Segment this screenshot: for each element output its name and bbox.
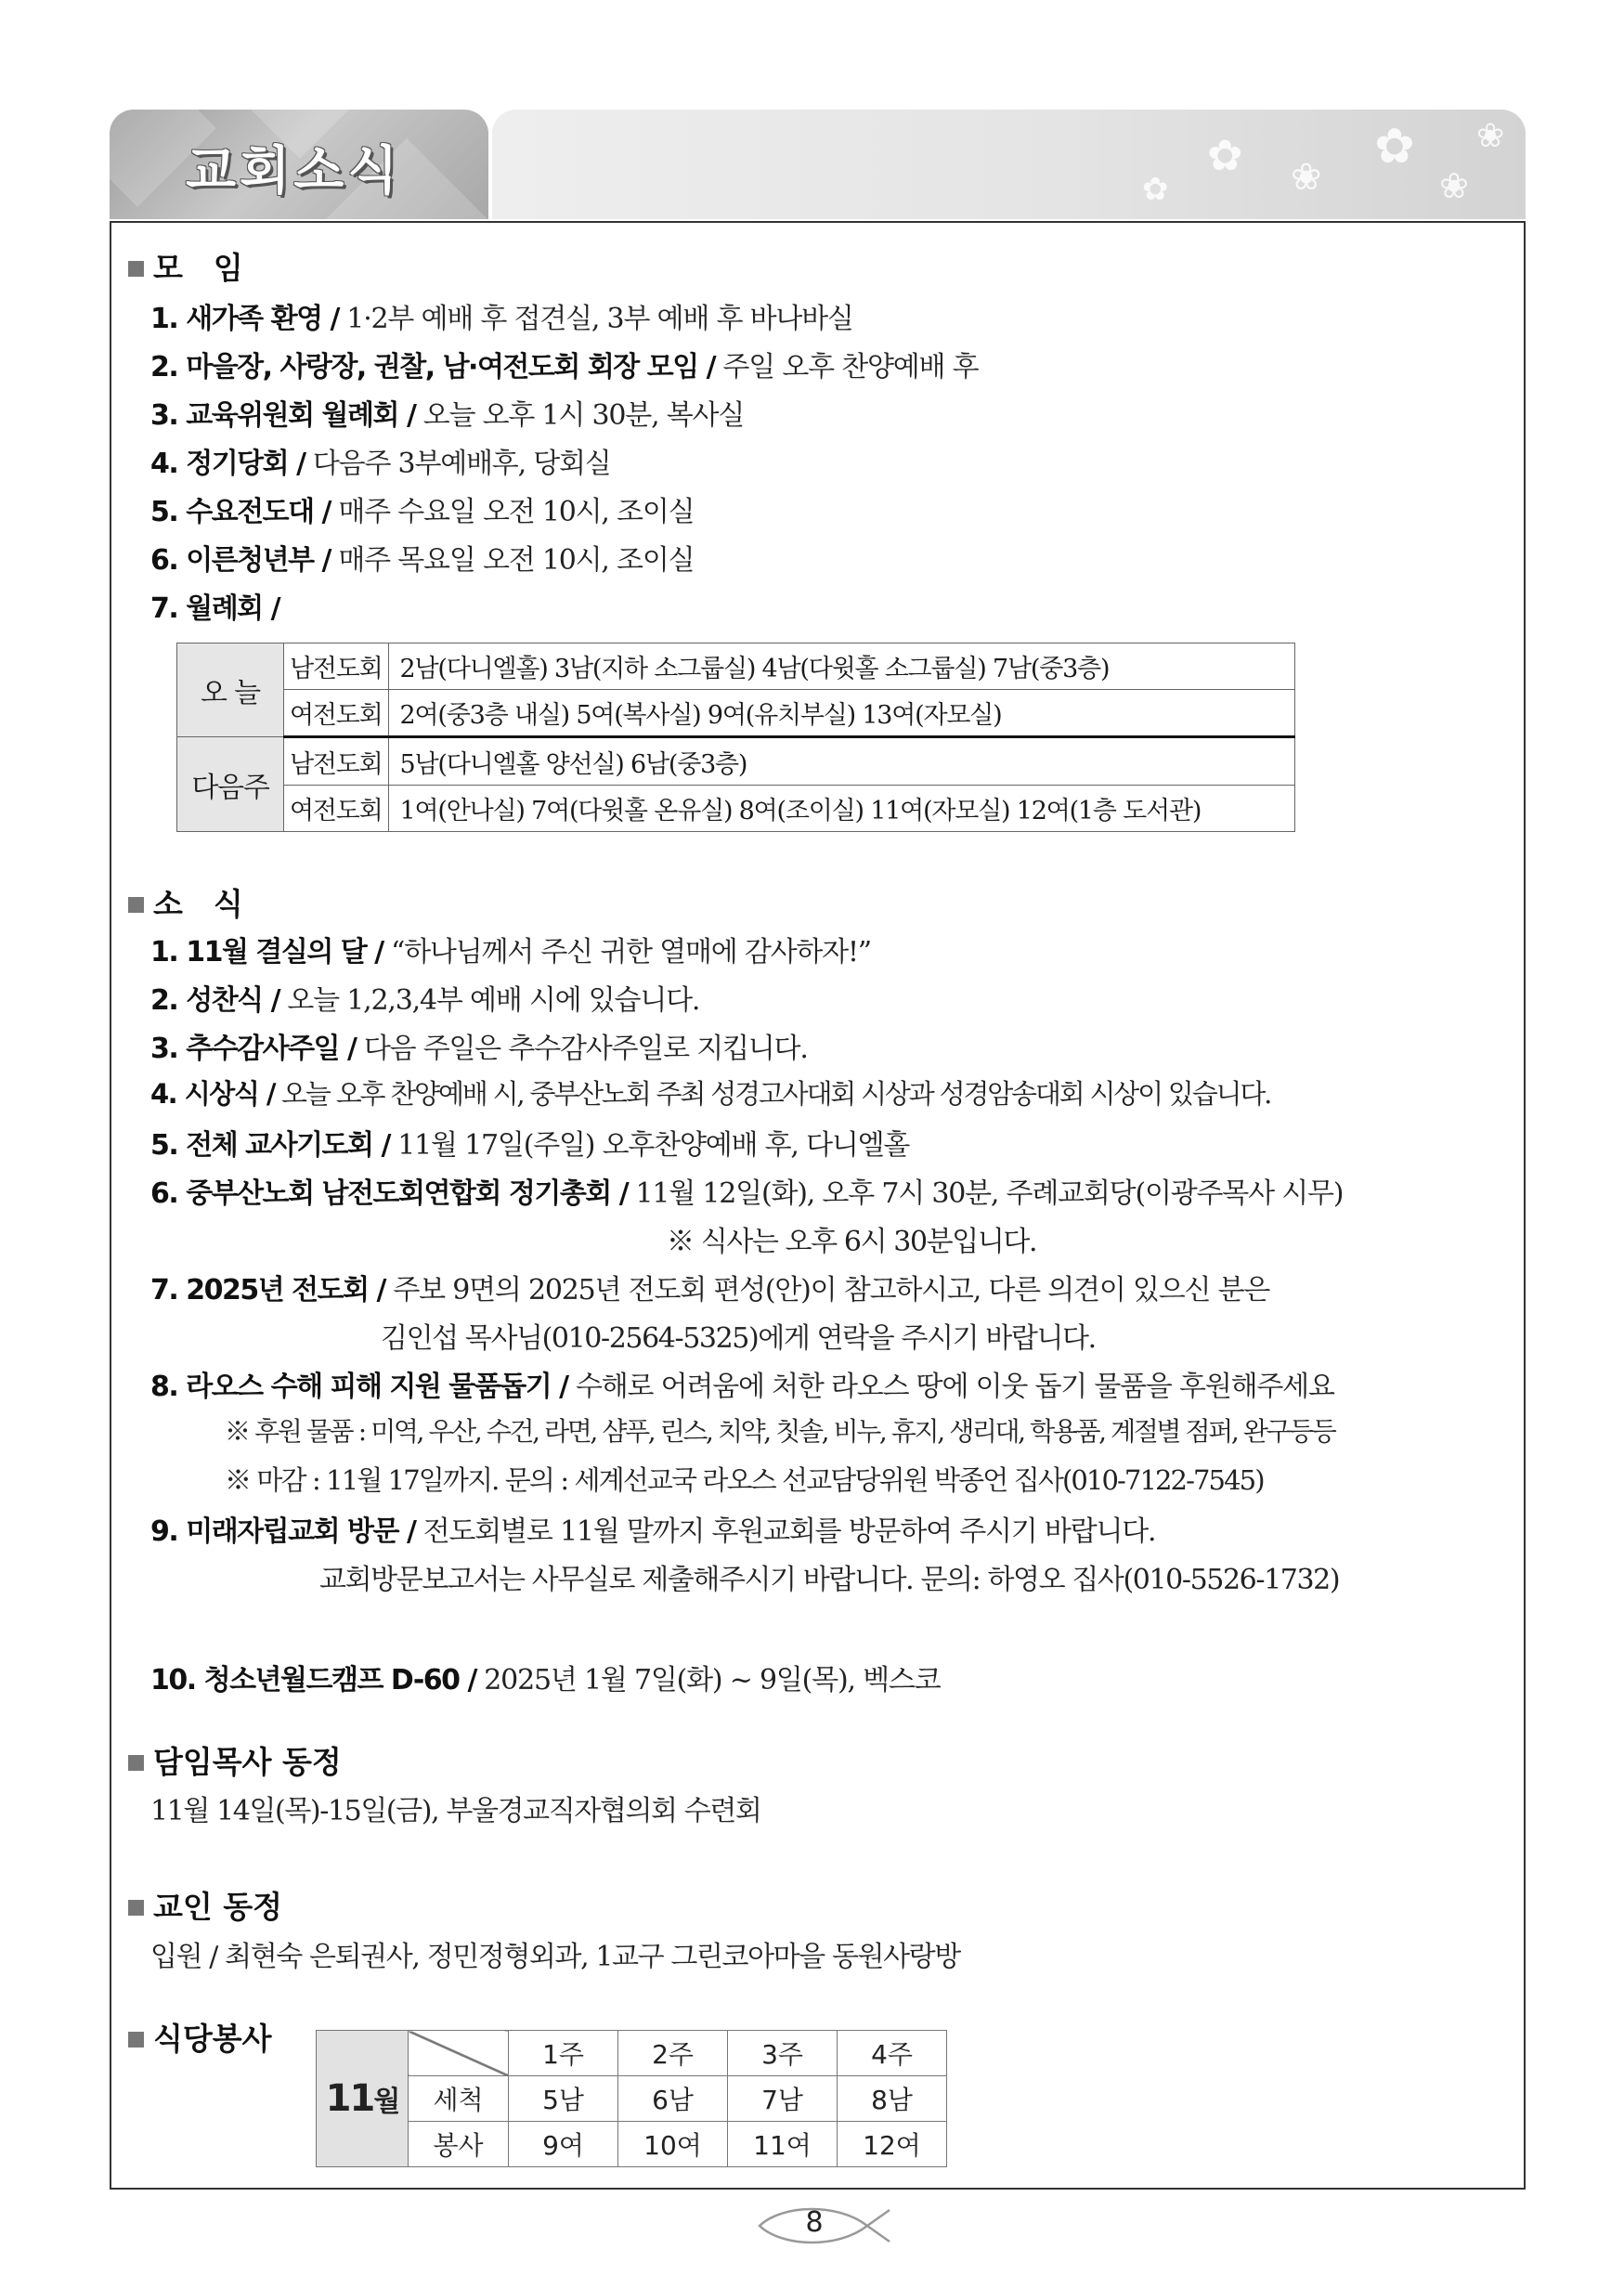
table-cell: 9여 [509, 2122, 618, 2167]
month-cell: 11월 [317, 2031, 409, 2167]
page-number-badge [754, 2203, 893, 2249]
flower-icon: ✿ [1207, 130, 1243, 180]
header-title-banner [110, 110, 488, 219]
news-note: 김인섭 목사님(010-2564-5325)에게 연락을 주시기 바랍니다. [381, 1322, 1096, 1355]
table-cell: 10여 [618, 2122, 728, 2167]
table-cell: 여전도회 [284, 785, 389, 831]
table-cell: 11여 [728, 2122, 838, 2167]
news-item: 7. 2025년 전도회 / 주보 9면의 2025년 전도회 편성(안)이 참고하시고, 다른 의견이 있으신 분은 [150, 1274, 1270, 1306]
row-label-cell: 세척 [409, 2076, 509, 2122]
table-cell: 여전도회 [284, 690, 389, 737]
square-bullet-icon [128, 261, 144, 277]
section-heading-cafeteria: 식당봉사 [128, 2015, 272, 2059]
table-header-cell: 2주 [618, 2031, 728, 2076]
meeting-item: 7. 월례회 / [150, 592, 280, 625]
news-note: ※ 마감 : 11월 17일까지. 문의 : 세계선교국 라오스 선교담당위원 박종언 집사(010-7122-7545) [225, 1464, 1264, 1496]
table-cell: 8남 [838, 2076, 947, 2122]
news-item: 2. 성찬식 / 오늘 1,2,3,4부 예배 시에 있습니다. [150, 984, 700, 1017]
table-cell: 7남 [728, 2076, 838, 2122]
table-header-cell: 4주 [838, 2031, 947, 2076]
cafeteria-service-table [316, 2030, 947, 2167]
table-header-cell: 3주 [728, 2031, 838, 2076]
page-title: 교회소식 [186, 141, 402, 202]
table-cell: 5남 [509, 2076, 618, 2122]
monthly-meeting-table [176, 643, 1295, 832]
flower-icon: ✿ [1142, 171, 1169, 208]
table-group-today: 오 늘 [177, 644, 284, 737]
table-cell: 6남 [618, 2076, 728, 2122]
news-item: 3. 추수감사주일 / 다음 주일은 추수감사주일로 지킵니다. [150, 1033, 808, 1065]
table-cell: 1여(안나실) 7여(다윗홀 온유실) 8여(조이실) 11여(자모실) 12여(1층 도서관) [388, 785, 1294, 831]
pastor-schedule: 11월 14일(목)-15일(금), 부울경교직자협의회 수련회 [150, 1795, 761, 1827]
news-note: ※ 후원 물품 : 미역, 우산, 수건, 라면, 샴푸, 린스, 치약, 칫솔, 비누, 휴지, 생리대, 학용품, 계절별 점퍼, 완구등등 [225, 1416, 1335, 1447]
news-item: 10. 청소년월드캠프 D-60 / 2025년 1월 7일(화) ~ 9일(목), 벡스코 [150, 1664, 941, 1696]
meeting-item: 2. 마을장, 사랑장, 권찰, 남·여전도회 회장 모임 / 주일 오후 찬양예배 후 [150, 351, 979, 384]
news-note: 교회방문보고서는 사무실로 제출해주시기 바랍니다. 문의: 하영오 집사(010-5526-1732) [319, 1564, 1340, 1596]
table-cell: 남전도회 [284, 737, 389, 785]
meeting-item: 4. 정기당회 / 다음주 3부예배후, 당회실 [150, 448, 611, 480]
page-number: 8 [805, 2206, 824, 2239]
square-bullet-icon [128, 897, 144, 913]
news-item: 4. 시상식 / 오늘 오후 찬양예배 시, 중부산노회 주최 성경고사대회 시상과 성경암송대회 시상이 있습니다. [150, 1078, 1271, 1110]
news-note: ※ 식사는 오후 6시 30분입니다. [667, 1226, 1037, 1258]
table-cell: 2남(다니엘홀) 3남(지하 소그룹실) 4남(다윗홀 소그룹실) 7남(중3층) [388, 644, 1294, 690]
square-bullet-icon [128, 2032, 144, 2048]
news-item: 8. 라오스 수해 피해 지원 물품돕기 / 수해로 어려움에 처한 라오스 땅에 이웃 돕기 물품을 후원해주세요 [150, 1371, 1334, 1403]
meeting-item: 6. 이른청년부 / 매주 목요일 오전 10시, 조이실 [150, 544, 695, 577]
table-header-cell: 1주 [509, 2031, 618, 2076]
square-bullet-icon [128, 1755, 144, 1771]
meeting-item: 3. 교육위원회 월례회 / 오늘 오후 1시 30분, 복사실 [150, 399, 745, 432]
news-item: 9. 미래자립교회 방문 / 전도회별로 11월 말까지 후원교회를 방문하여 주시기 바랍니다. [150, 1515, 1156, 1548]
section-heading-members: 교인 동정 [128, 1883, 282, 1927]
section-heading-news: 소 식 [128, 880, 243, 924]
news-item: 1. 11월 결실의 달 / “하나님께서 주신 귀한 열매에 감사하자!” [150, 936, 871, 968]
flower-icon: ✿ [1374, 119, 1415, 175]
flower-icon: ❀ [1291, 156, 1322, 199]
meeting-item: 1. 새가족 환영 / 1·2부 예배 후 접견실, 3부 예배 후 바나바실 [150, 303, 853, 335]
table-cell: 2여(중3층 내실) 5여(복사실) 9여(유치부실) 13여(자모실) [388, 690, 1294, 737]
flower-icon: ❀ [1476, 117, 1505, 155]
table-cell: 5남(다니엘홀 양선실) 6남(중3층) [388, 737, 1294, 785]
table-cell: 남전도회 [284, 644, 389, 690]
table-group-next-week: 다음주 [177, 737, 284, 832]
header-decorative-banner [492, 110, 1526, 219]
members-news: 입원 / 최현숙 은퇴권사, 정민정형외과, 1교구 그린코아마을 동원사랑방 [150, 1941, 960, 1973]
square-bullet-icon [128, 1900, 144, 1916]
section-heading-pastor: 담임목사 동정 [128, 1738, 342, 1782]
flower-icon: ❀ [1439, 165, 1469, 206]
row-label-cell: 봉사 [409, 2122, 509, 2167]
section-heading-meetings: 모 임 [128, 244, 243, 288]
news-item: 5. 전체 교사기도회 / 11월 17일(주일) 오후찬양예배 후, 다니엘홀 [150, 1129, 910, 1162]
meeting-item: 5. 수요전도대 / 매주 수요일 오전 10시, 조이실 [150, 496, 695, 528]
table-cell: 12여 [838, 2122, 947, 2167]
news-item: 6. 중부산노회 남전도회연합회 정기총회 / 11월 12일(화), 오후 7시 30분, 주례교회당(이광주목사 시무) [150, 1177, 1344, 1210]
diagonal-header-cell [409, 2031, 509, 2076]
